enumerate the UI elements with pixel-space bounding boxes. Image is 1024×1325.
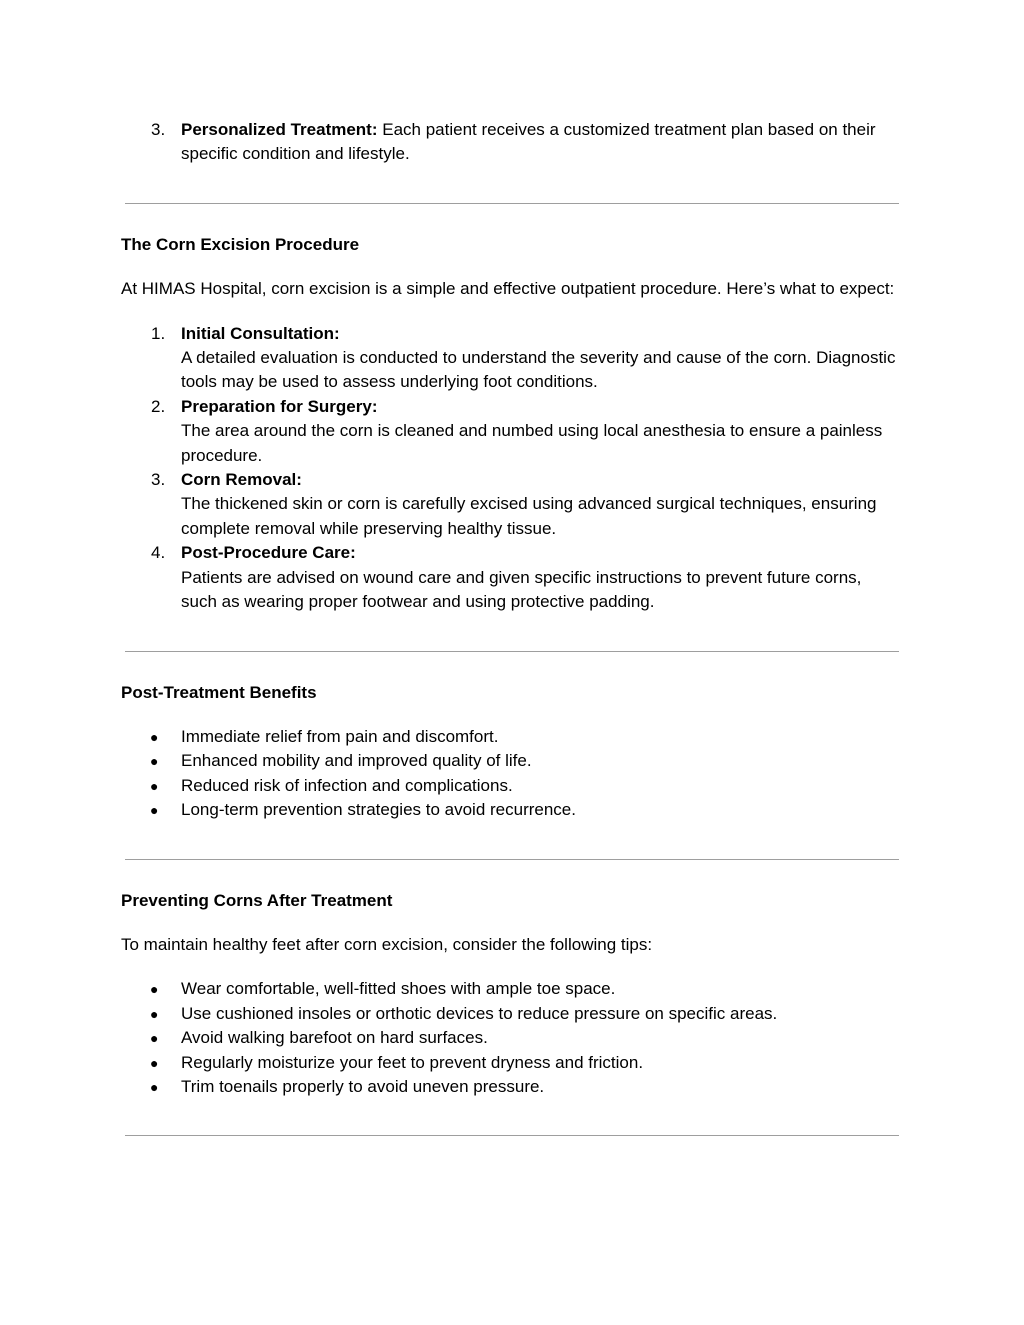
step-title: Preparation for Surgery: xyxy=(181,396,378,416)
procedure-intro: At HIMAS Hospital, corn excision is a simple and effective outpatient procedure. Here’s what to expect: xyxy=(121,279,895,299)
bullet-text: Trim toenails properly to avoid uneven pressure. xyxy=(181,1076,545,1096)
section-heading-benefits: Post-Treatment Benefits xyxy=(121,682,317,702)
step-title: Corn Removal: xyxy=(181,470,302,490)
list-item xyxy=(121,977,901,1001)
list-item xyxy=(121,1075,901,1099)
step-text: The area around the corn is cleaned and numbed using local anesthesia to ensure a painless procedure. xyxy=(181,421,883,465)
list-item xyxy=(121,468,901,541)
bullet-text: Avoid walking barefoot on hard surfaces. xyxy=(181,1028,488,1048)
list-item xyxy=(121,1002,901,1026)
step-title: Initial Consultation: xyxy=(181,323,340,343)
bullet-icon: ● xyxy=(150,1054,159,1071)
bullet-icon: ● xyxy=(150,1030,159,1047)
benefits-list xyxy=(121,725,901,823)
document-page xyxy=(121,118,901,1136)
bullet-icon: ● xyxy=(150,728,159,745)
list-item xyxy=(121,1051,901,1075)
list-number: 4. xyxy=(151,543,166,563)
bullet-icon: ● xyxy=(150,1078,159,1095)
bullet-text: Long-term prevention strategies to avoid recurrence. xyxy=(181,800,576,820)
bullet-icon: ● xyxy=(150,777,159,794)
list-item xyxy=(121,1026,901,1050)
section-heading-procedure: The Corn Excision Procedure xyxy=(121,234,360,254)
list-item xyxy=(121,395,901,468)
bullet-text: Enhanced mobility and improved quality of life. xyxy=(181,751,532,771)
step-text: A detailed evaluation is conducted to understand the severity and cause of the corn. Diagnostic tools may be used to assess underlying foot conditions. xyxy=(181,348,896,392)
bullet-text: Wear comfortable, well-fitted shoes with ample toe space. xyxy=(181,979,616,999)
section-heading-prevention: Preventing Corns After Treatment xyxy=(121,890,393,910)
list-item xyxy=(121,798,901,822)
list-item xyxy=(121,774,901,798)
list-number: 1. xyxy=(151,323,166,343)
procedure-steps-list xyxy=(121,322,901,615)
bullet-icon: ● xyxy=(150,802,159,819)
prevention-intro: To maintain healthy feet after corn excision, consider the following tips: xyxy=(121,934,653,954)
bullet-icon: ● xyxy=(150,981,159,998)
list-item xyxy=(121,322,901,395)
list-item xyxy=(121,725,901,749)
list-item xyxy=(121,749,901,773)
step-text: The thickened skin or corn is carefully excised using advanced surgical techniques, ensuring complete removal while preserving healthy tissue. xyxy=(181,494,877,538)
bullet-text: Use cushioned insoles or orthotic devices to reduce pressure on specific areas. xyxy=(181,1003,778,1023)
list-item xyxy=(121,541,901,614)
list-number: 3. xyxy=(151,120,166,139)
bullet-text: Regularly moisturize your feet to prevent dryness and friction. xyxy=(181,1052,644,1072)
section-divider xyxy=(125,1135,899,1136)
bullet-icon: ● xyxy=(150,1005,159,1022)
list-number: 3. xyxy=(151,470,166,490)
item-text: Each patient receives a customized treatment plan based on their specific condition and lifestyle. xyxy=(181,120,876,164)
bullet-text: Reduced risk of infection and complications. xyxy=(181,775,513,795)
step-text: Patients are advised on wound care and given specific instructions to prevent future corns, such as wearing proper footwear and using protective padding. xyxy=(181,567,862,612)
prevention-tips-list xyxy=(121,977,901,1099)
bullet-text: Immediate relief from pain and discomfort. xyxy=(181,726,499,746)
list-item-personalized-treatment xyxy=(121,118,901,167)
list-number: 2. xyxy=(151,396,166,416)
item-title: Personalized Treatment: xyxy=(181,120,378,139)
step-title: Post-Procedure Care: xyxy=(181,543,356,563)
bullet-icon: ● xyxy=(150,753,159,770)
